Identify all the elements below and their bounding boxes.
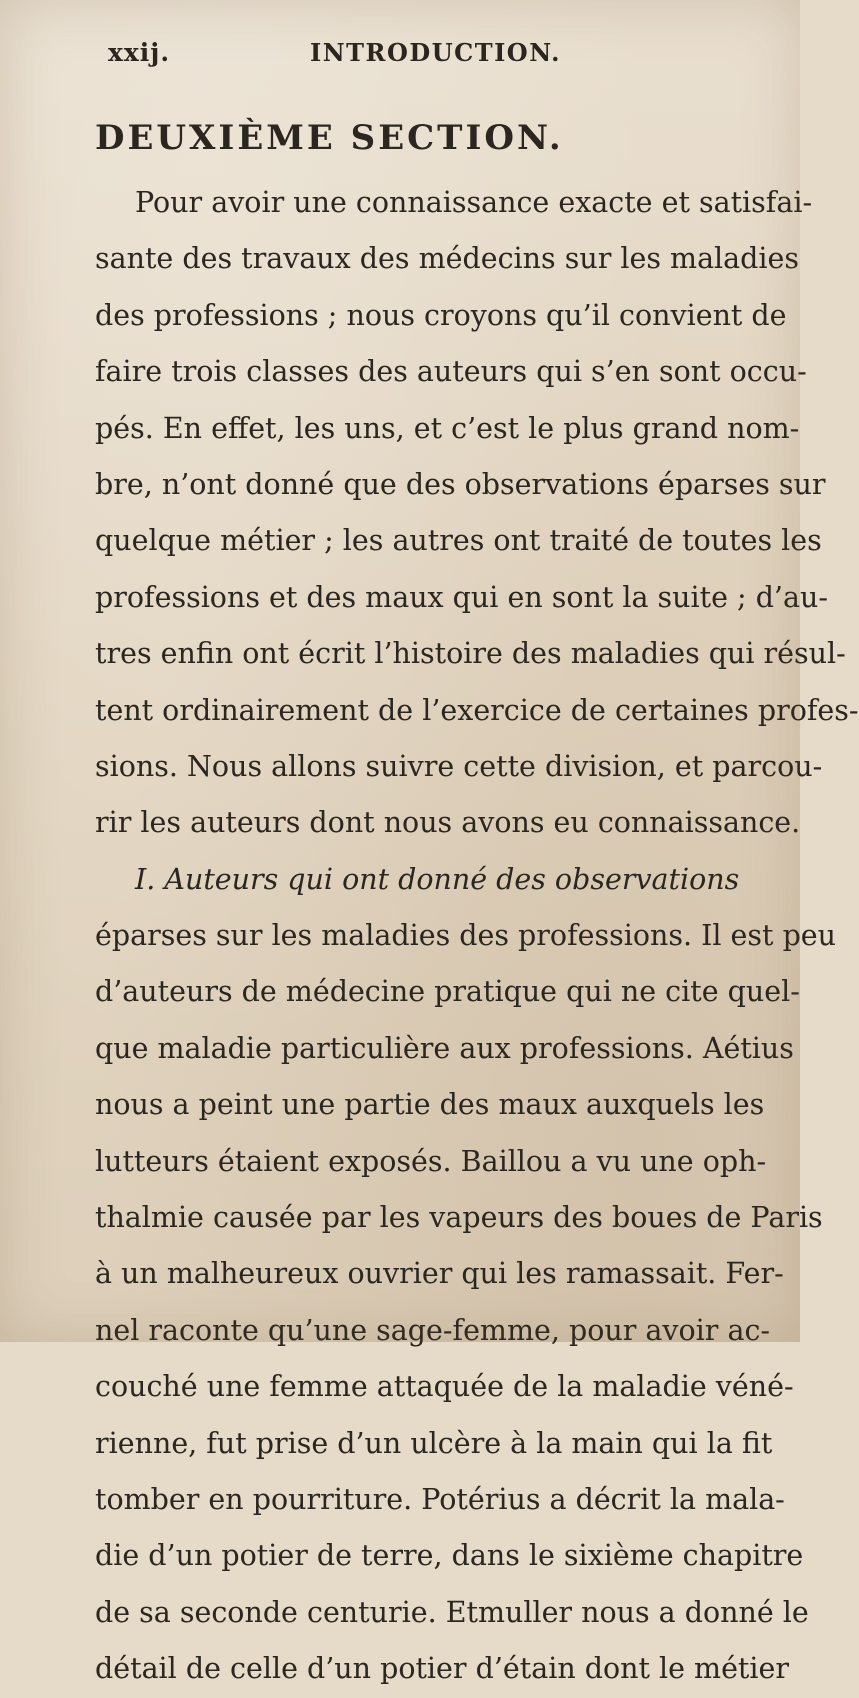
text-line: tent ordinairement de l’exercice de certaines profes-	[95, 693, 859, 727]
text-line: à un malheureux ouvrier qui les ramassait. Fer-	[95, 1257, 784, 1291]
page-number: xxij.	[108, 38, 171, 67]
text-line: thalmie causée par les vapeurs des boues de Paris	[95, 1201, 823, 1235]
text-line: de sa seconde centurie. Etmuller nous a donné le	[95, 1595, 809, 1629]
text-line: d’auteurs de médecine pratique qui ne cite quel-	[95, 975, 800, 1009]
text-line: faire trois classes des auteurs qui s’en sont occu-	[95, 355, 807, 389]
subsection-heading-line: I. Auteurs qui ont donné des observations	[135, 862, 740, 896]
text-line: tomber en pourriture. Potérius a décrit la mala-	[95, 1482, 785, 1516]
text-line: rir les auteurs dont nous avons eu connaissance.	[95, 806, 801, 840]
text-line: éparses sur les maladies des professions. Il est peu	[95, 919, 837, 953]
text-line: Pour avoir une connaissance exacte et satisfai-	[135, 186, 813, 219]
text-line: sions. Nous allons suivre cette division, et parcou-	[95, 749, 823, 783]
text-line: tres enfin ont écrit l’histoire des maladies qui résul-	[95, 637, 846, 671]
text-line: professions et des maux qui en sont la suite ; d’au-	[95, 580, 828, 614]
text-line: sante des travaux des médecins sur les maladies	[95, 242, 800, 276]
text-line: que maladie particulière aux professions. Aétius	[95, 1031, 794, 1065]
running-title: INTRODUCTION.	[310, 38, 561, 67]
text-line: quelque métier ; les autres ont traité de toutes les	[95, 524, 822, 558]
text-line: nous a peint une partie des maux auxquels les	[95, 1088, 765, 1122]
section-heading: DEUXIÈME SECTION.	[95, 118, 564, 158]
text-line: lutteurs étaient exposés. Baillou a vu une oph-	[95, 1144, 767, 1178]
text-line: nel raconte qu’une sage-femme, pour avoir ac-	[95, 1313, 771, 1347]
text-line: détail de celle d’un potier d’étain dont le métier	[95, 1652, 789, 1686]
text-line: des professions ; nous croyons qu’il convient de	[95, 298, 787, 332]
text-line: couché une femme attaquée de la maladie véné-	[95, 1370, 794, 1404]
text-line: bre, n’ont donné que des observations éparses sur	[95, 467, 826, 501]
text-line: pés. En effet, les uns, et c’est le plus grand nom-	[95, 411, 800, 445]
text-line: rienne, fut prise d’un ulcère à la main qui la fit	[95, 1426, 773, 1460]
text-line: die d’un potier de terre, dans le sixième chapitre	[95, 1539, 804, 1573]
running-head	[0, 38, 800, 78]
body-text	[95, 175, 859, 1698]
